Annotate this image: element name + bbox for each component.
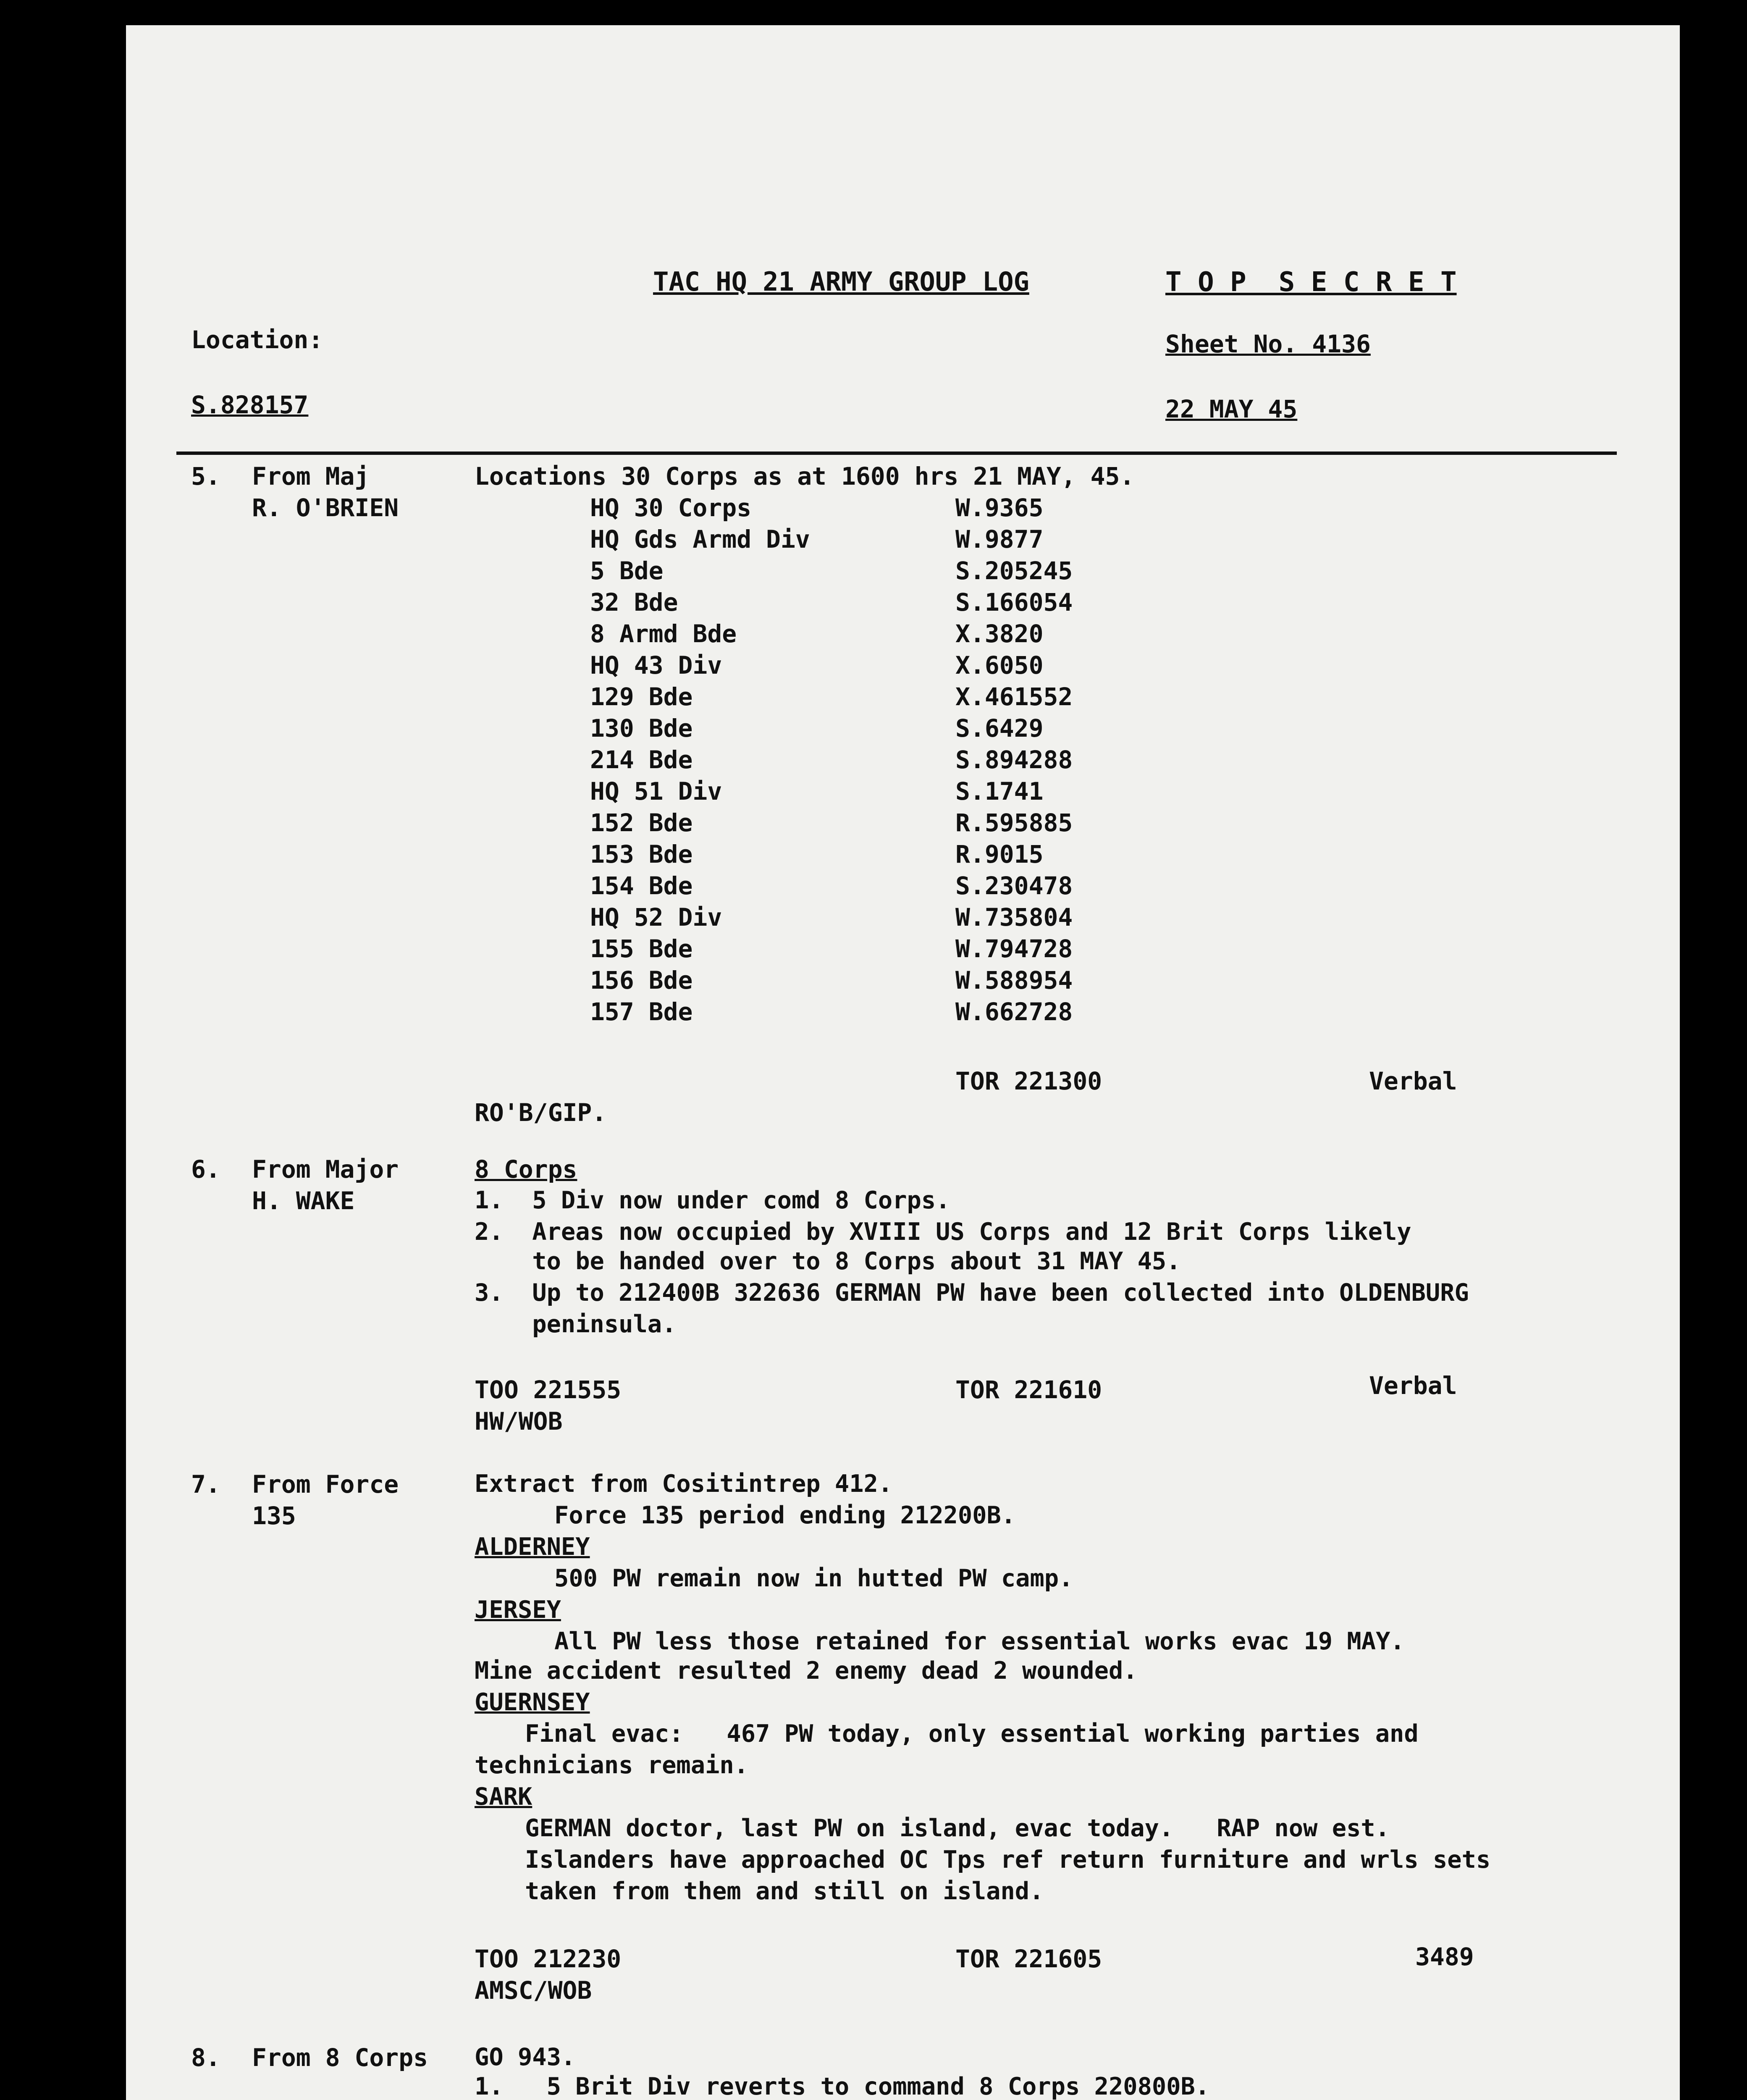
message-line: GERMAN doctor, last PW on island, evac today. RAP now est.	[525, 1814, 1390, 1842]
unit-name: 8 Armd Bde	[590, 620, 737, 648]
entry-number: 5.	[191, 462, 220, 491]
unit-name: 155 Bde	[590, 934, 693, 963]
order-line: 1. 5 Brit Div reverts to command 8 Corps 220800B.	[475, 2073, 1210, 2100]
time-of-origin: TOO 212230	[475, 1945, 622, 1973]
message-line: technicians remain.	[475, 1751, 749, 1779]
location-grid-ref: S.828157	[191, 391, 309, 419]
originator-reference: HW/WOB	[475, 1407, 563, 1436]
message-line: Final evac: 467 PW today, only essential working parties and	[525, 1720, 1419, 1748]
unit-name: HQ 52 Div	[590, 903, 722, 932]
message-serial: 3489	[1415, 1942, 1474, 1971]
unit-name: HQ Gds Armd Div	[590, 525, 810, 554]
unit-grid-ref: W.9877	[955, 525, 1044, 554]
message-line: All PW less those retained for essential works evac 19 MAY.	[554, 1628, 1405, 1655]
unit-grid-ref: W.662728	[955, 998, 1073, 1026]
entry-from-name: 135	[252, 1502, 296, 1530]
entry-number: 8.	[191, 2043, 220, 2072]
unit-name: 156 Bde	[590, 966, 693, 995]
unit-grid-ref: R.595885	[955, 808, 1073, 837]
entry-from: From Major	[252, 1155, 399, 1184]
unit-name: 154 Bde	[590, 872, 693, 900]
unit-grid-ref: R.9015	[955, 840, 1044, 869]
unit-name: HQ 51 Div	[590, 777, 722, 806]
section-heading: SARK	[475, 1783, 532, 1811]
unit-grid-ref: W.588954	[955, 966, 1073, 995]
entry-number: 7.	[191, 1470, 220, 1499]
unit-name: HQ 43 Div	[590, 651, 722, 680]
entry-from: From Force	[252, 1470, 399, 1499]
section-heading: ALDERNEY	[475, 1533, 590, 1561]
message-line: 2. Areas now occupied by XVIII US Corps and 12 Brit Corps likely	[475, 1218, 1411, 1246]
unit-grid-ref: S.1741	[955, 777, 1044, 806]
message-line: 3. Up to 212400B 322636 GERMAN PW have been collected into OLDENBURG	[475, 1279, 1469, 1307]
message-line: taken from them and still on island.	[525, 1877, 1044, 1905]
sheet-number: Sheet No. 4136	[1165, 330, 1371, 358]
entry-heading: GO 943.	[475, 2043, 576, 2071]
originator-reference: RO'B/GIP.	[475, 1098, 607, 1127]
unit-grid-ref: S.230478	[955, 872, 1073, 900]
unit-grid-ref: X.6050	[955, 651, 1044, 680]
unit-name: 157 Bde	[590, 998, 693, 1026]
entry-from-name: R. O'BRIEN	[252, 494, 399, 522]
header-rule	[176, 452, 1617, 455]
entry-number: 6.	[191, 1155, 220, 1184]
message-mode: Verbal	[1369, 1067, 1457, 1095]
message-line: Force 135 period ending 212200B.	[554, 1502, 1016, 1529]
message-line: Mine accident resulted 2 enemy dead 2 wounded.	[475, 1657, 1138, 1685]
time-of-receipt: TOR 221605	[955, 1945, 1102, 1973]
message-line: 500 PW remain now in hutted PW camp.	[554, 1564, 1073, 1592]
unit-name: 5 Bde	[590, 556, 664, 585]
entry-from-name: H. WAKE	[252, 1186, 355, 1215]
entry-heading: 8 Corps	[475, 1155, 577, 1184]
message-line: to be handed over to 8 Corps about 31 MAY 45.	[475, 1247, 1181, 1275]
time-of-receipt: TOR 221610	[955, 1376, 1102, 1404]
unit-grid-ref: W.735804	[955, 903, 1073, 932]
unit-name: HQ 30 Corps	[590, 494, 752, 522]
entry-from: From 8 Corps	[252, 2043, 428, 2072]
unit-name: 153 Bde	[590, 840, 693, 869]
unit-grid-ref: W.9365	[955, 494, 1044, 522]
classification-label: T O P S E C R E T	[1165, 267, 1457, 298]
unit-grid-ref: S.166054	[955, 588, 1073, 617]
message-line: peninsula.	[475, 1310, 677, 1338]
location-label: Location:	[191, 326, 323, 354]
unit-grid-ref: S.205245	[955, 556, 1073, 585]
message-line: Islanders have approached OC Tps ref return furniture and wrls sets	[525, 1846, 1491, 1874]
log-date: 22 MAY 45	[1165, 395, 1298, 423]
unit-name: 214 Bde	[590, 746, 693, 774]
section-heading: JERSEY	[475, 1596, 561, 1624]
message-mode: Verbal	[1369, 1371, 1457, 1400]
unit-grid-ref: X.461552	[955, 682, 1073, 711]
unit-grid-ref: X.3820	[955, 620, 1044, 648]
entry-heading: Locations 30 Corps as at 1600 hrs 21 MAY, 45.	[475, 462, 1135, 491]
log-title: TAC HQ 21 ARMY GROUP LOG	[653, 266, 1029, 297]
unit-grid-ref: S.894288	[955, 746, 1073, 774]
unit-grid-ref: S.6429	[955, 714, 1044, 743]
time-of-receipt: TOR 221300	[955, 1067, 1102, 1095]
originator-reference: AMSC/WOB	[475, 1976, 592, 2005]
unit-name: 130 Bde	[590, 714, 693, 743]
unit-grid-ref: W.794728	[955, 934, 1073, 963]
entry-from: From Maj	[252, 462, 370, 491]
unit-name: 129 Bde	[590, 682, 693, 711]
entry-heading: Extract from Cositintrep 412.	[475, 1470, 893, 1498]
document-sheet	[126, 25, 1680, 2100]
message-line: 1. 5 Div now under comd 8 Corps.	[475, 1186, 950, 1214]
time-of-origin: TOO 221555	[475, 1376, 622, 1404]
unit-name: 32 Bde	[590, 588, 678, 617]
section-heading: GUERNSEY	[475, 1688, 590, 1716]
unit-name: 152 Bde	[590, 808, 693, 837]
